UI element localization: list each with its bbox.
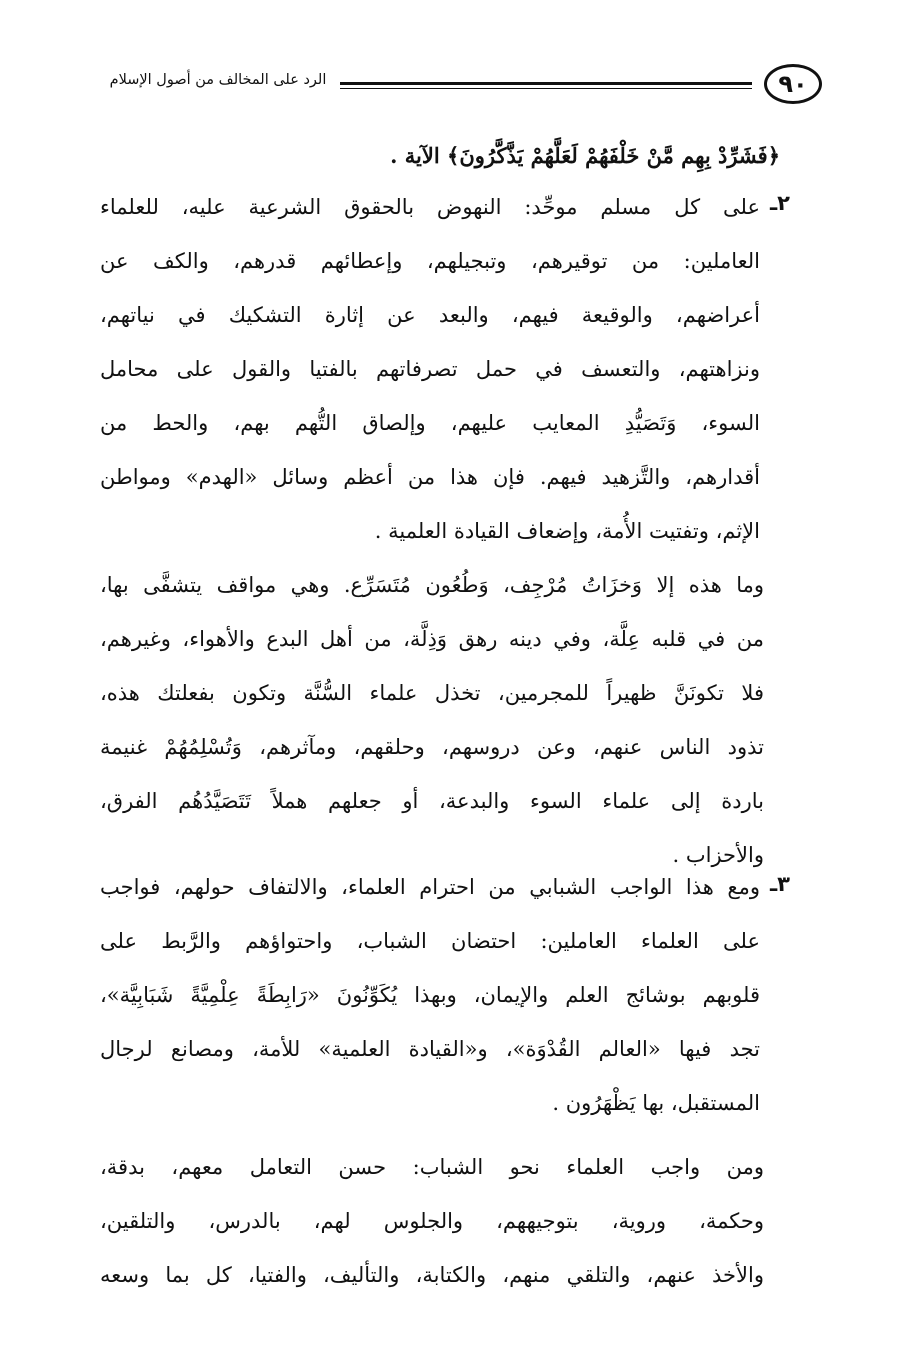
text-line: قلوبهم بوشائج العلم والإيمان، وبهذا يُكَوِّنُونَ «رَابِطَةً عِلْمِيَّةً شَبَابِيَّة»،: [100, 983, 760, 1007]
header-rule-thick: [340, 82, 752, 85]
item-number-2: ٢ـ: [769, 191, 790, 215]
text-line: ومع هذا الواجب الشبابي من احترام العلماء، والالتفاف حولهم، فواجب: [100, 875, 760, 899]
text-line: العاملين: من توقيرهم، وتبجيلهم، وإعطائهم قدرهم، والكف عن: [100, 249, 760, 273]
page-header: [100, 62, 822, 114]
text-line: أعراضهم، والوقيعة فيهم، والبعد عن إثارة التشكيك في نياتهم،: [100, 303, 760, 327]
text-line: فلا تكونَنَّ ظهيراً للمجرمين، تخذل علماء السُّنَّة وتكون بفعلتك هذه،: [100, 681, 764, 705]
text-line: وحكمة، وروية، بتوجيههم، والجلوس لهم، بالدرس، والتلقين،: [100, 1209, 764, 1233]
header-rule-thin: [340, 88, 752, 89]
item-3-text: [100, 860, 760, 1130]
text-line: على العلماء العاملين: احتضان الشباب، واحتواؤهم والرَّبط على: [100, 929, 760, 953]
page-number: ٩٠: [764, 64, 822, 104]
running-title: الرد على المخالف من أصول الإسلام: [109, 72, 327, 88]
text-line: من في قلبه عِلَّة، وفي دينه رهق وَذِلَّة، من أهل البدع والأهواء، وغيرهم،: [100, 627, 764, 651]
text-line: السوء، وَتَصَيُّدِ المعايب عليهم، وإلصاق التُّهم بهم، والحط من: [100, 411, 760, 435]
text-line: على كل مسلم موحِّد: النهوض بالحقوق الشرعية عليه، للعلماء: [100, 195, 760, 219]
text-line: الإثم، وتفتيت الأُمة، وإضعاف القيادة العلمية .: [374, 519, 760, 543]
paragraph-a: [100, 558, 764, 882]
item-number-3: ٣ـ: [769, 872, 790, 896]
text-line: ونزاهتهم، والتعسف في حمل تصرفاتهم بالفتيا والقول على محامل: [100, 357, 760, 381]
item-2-text: [100, 180, 760, 558]
quran-verse: ﴿فَشَرِّدْ بِهِم مَّنْ خَلْفَهُمْ لَعَلَّهُمْ يَذَّكَّرُونَ﴾ الآية .: [390, 143, 780, 168]
text-line: وما هذه إلا وَخزَاتُ مُرْجِف، وَطُعُون مُتَسَرِّع. وهي مواقف يتشفَّى بها،: [100, 573, 764, 597]
text-line: تذود الناس عنهم، وعن دروسهم، وحلقهم، ومآثرهم، وَتُسْلِمُهُمْ غنيمة: [100, 735, 764, 759]
text-line: المستقبل، بها يَظْهَرُون .: [552, 1091, 760, 1115]
text-line: ومن واجب العلماء نحو الشباب: حسن التعامل معهم، بدقة،: [100, 1155, 764, 1179]
text-line: والأحزاب .: [672, 843, 764, 867]
paragraph-b: [100, 1140, 764, 1302]
text-line: تجد فيها «العالم القُدْوَة»، و«القيادة العلمية» للأمة، ومصانع لرجال: [100, 1037, 760, 1061]
text-line: باردة إلى علماء السوء والبدعة، أو جعلهم هملاً تَتَصَيَّدُهُم الفرق،: [100, 789, 764, 813]
text-line: والأخذ عنهم، والتلقي منهم، والكتابة، والتأليف، والفتيا، كل بما وسعه: [100, 1263, 764, 1287]
text-line: أقدارهم، والتَّزهيد فيهم. فإن هذا من أعظم وسائل «الهدم» ومواطن: [100, 465, 760, 489]
